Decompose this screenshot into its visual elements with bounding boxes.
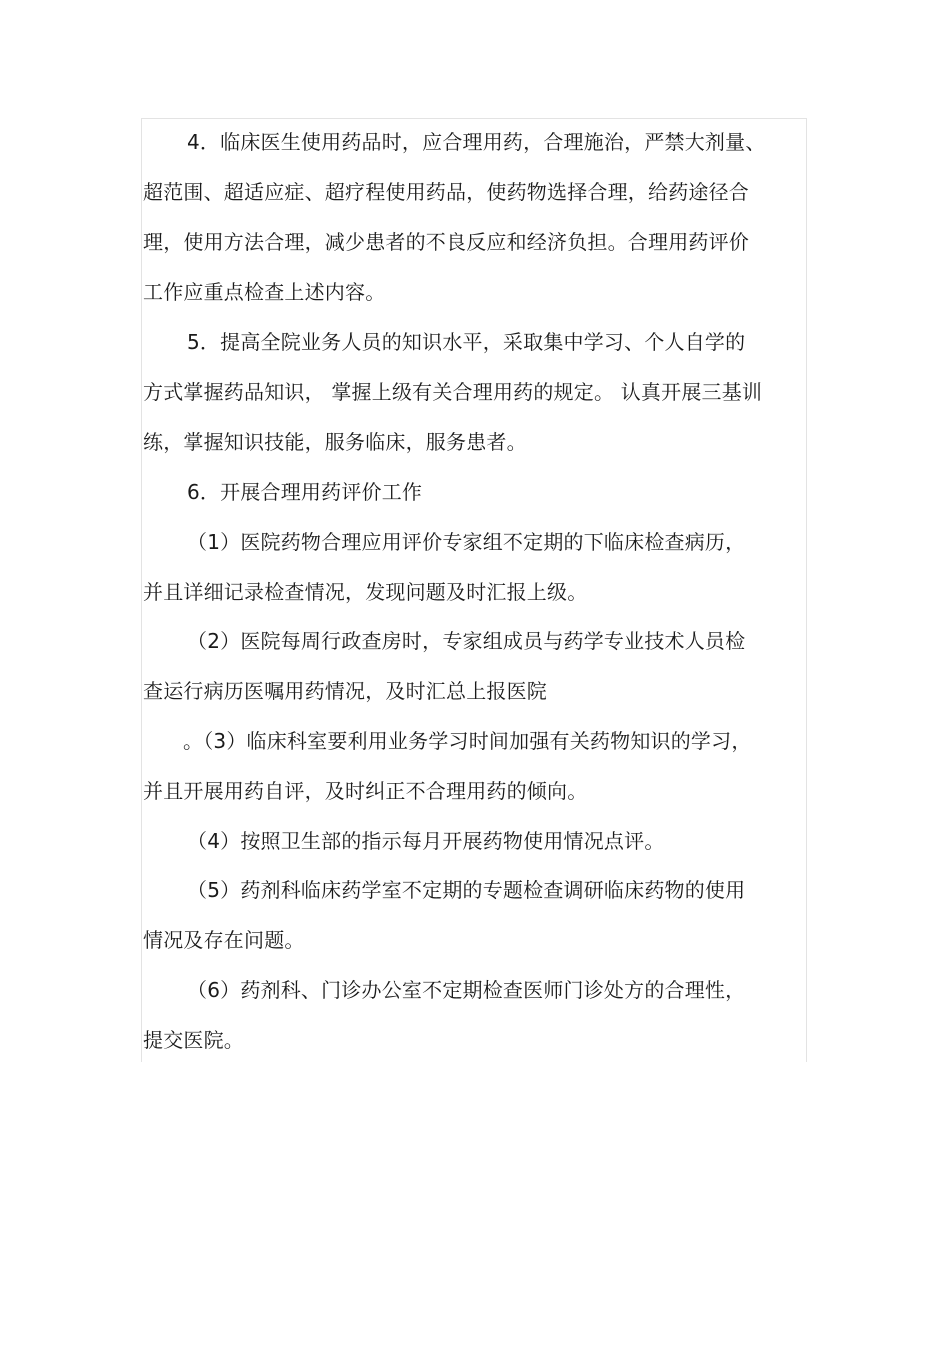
text-line: 情况及存在问题。 [143,928,305,952]
text-line: （6）药剂科、门诊办公室不定期检查医师门诊处方的合理性， [187,978,746,1002]
text-line: 6．开展合理用药评价工作 [187,480,423,504]
text-line: 超范围、超适应症、超疗程使用药品，使药物选择合理，给药途径合 [143,180,749,204]
text-line: 方式掌握药品知识， 掌握上级有关合理用药的规定。 认真开展三基训 [143,380,763,404]
text-line: 查运行病历医嘱用药情况，及时汇总上报医院 [143,679,547,703]
text-line: 工作应重点检查上述内容。 [143,280,386,304]
text-line: 并且详细记录检查情况，发现问题及时汇报上级。 [143,580,588,604]
text-line: 理，使用方法合理，减少患者的不良反应和经济负担。合理用药评价 [143,230,749,254]
text-line: 5．提高全院业务人员的知识水平，采取集中学习、个人自学的 [187,330,746,354]
text-line: 4．临床医生使用药品时，应合理用药，合理施治，严禁大剂量、 [187,130,766,154]
text-line: （5）药剂科临床药学室不定期的专题检查调研临床药物的使用 [187,878,746,902]
text-line: （2）医院每周行政查房时，专家组成员与药学专业技术人员检 [187,629,746,653]
text-line: 并且开展用药自评，及时纠正不合理用药的倾向。 [143,779,588,803]
text-line: 。（3）临床科室要利用业务学习时间加强有关药物知识的学习， [183,729,752,753]
text-line: （4）按照卫生部的指示每月开展药物使用情况点评。 [187,829,665,853]
text-line: 提交医院。 [143,1028,244,1052]
text-line: 练，掌握知识技能，服务临床，服务患者。 [143,430,527,454]
text-line: （1）医院药物合理应用评价专家组不定期的下临床检查病历， [187,530,746,554]
